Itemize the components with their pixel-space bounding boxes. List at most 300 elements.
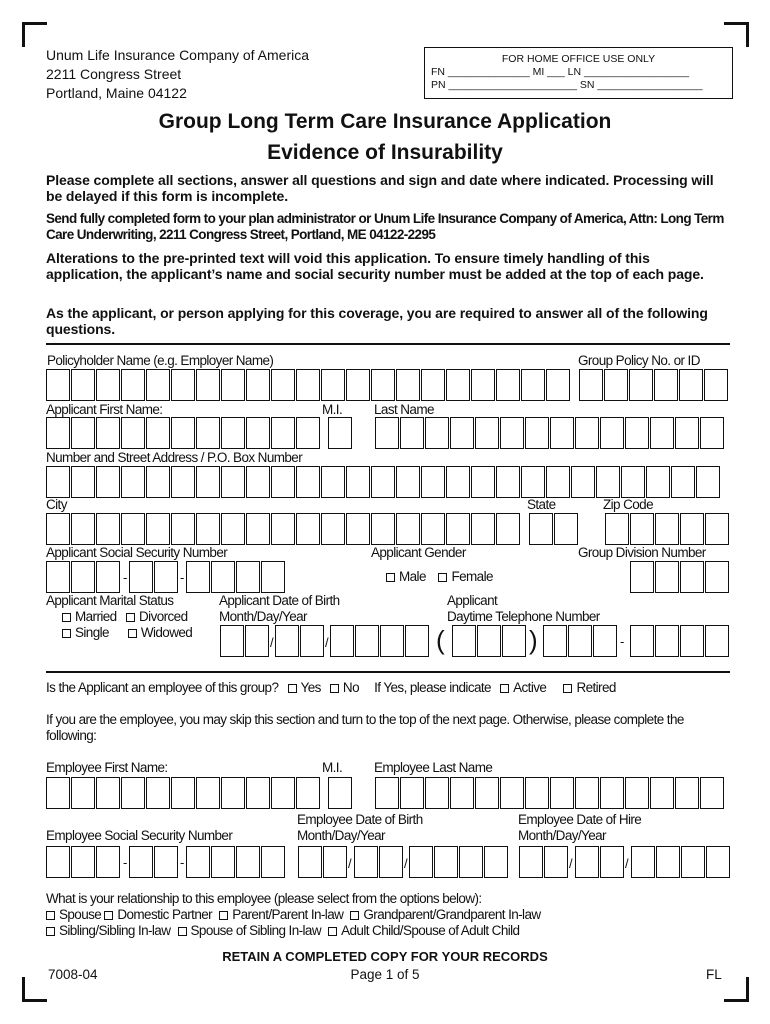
input-cell[interactable]	[171, 777, 195, 809]
group-policy-label: Group Policy No. or ID	[578, 353, 700, 368]
marital-row-1	[62, 609, 187, 624]
single-label: Single	[75, 625, 109, 640]
input-cell[interactable]	[375, 417, 399, 449]
input-cell[interactable]	[600, 417, 624, 449]
dob-day-field[interactable]	[275, 625, 325, 657]
input-cell[interactable]	[496, 513, 520, 545]
input-cell[interactable]	[680, 625, 704, 657]
employee-dob-month-field[interactable]	[298, 846, 348, 878]
input-cell[interactable]	[600, 846, 624, 878]
group-policy-field[interactable]	[579, 369, 729, 401]
corner-mark-top-right	[724, 22, 749, 47]
input-cell[interactable]	[596, 466, 620, 498]
input-cell[interactable]	[271, 466, 295, 498]
employee-hire-year-field[interactable]	[631, 846, 731, 878]
employee-question-label: Is the Applicant an employee of this group?	[46, 680, 279, 695]
corner-mark-top-left	[22, 22, 47, 47]
employee-last-name-field[interactable]	[375, 777, 725, 809]
dob-label: Applicant Date of Birth	[219, 593, 340, 608]
input-cell[interactable]	[96, 561, 120, 593]
input-cell[interactable]	[121, 513, 145, 545]
input-cell[interactable]	[245, 625, 269, 657]
input-cell[interactable]	[328, 777, 352, 809]
input-cell[interactable]	[400, 777, 424, 809]
married-checkbox[interactable]	[62, 613, 71, 622]
input-cell[interactable]	[705, 625, 729, 657]
input-cell[interactable]	[246, 777, 270, 809]
input-cell[interactable]	[630, 625, 654, 657]
input-cell[interactable]	[521, 466, 545, 498]
input-cell[interactable]	[328, 417, 352, 449]
input-cell[interactable]	[471, 466, 495, 498]
section-divider-top	[46, 343, 730, 345]
input-cell[interactable]	[271, 417, 295, 449]
input-cell[interactable]	[296, 417, 320, 449]
employee-dob-day-field[interactable]	[354, 846, 404, 878]
input-cell[interactable]	[146, 466, 170, 498]
input-cell[interactable]	[221, 417, 245, 449]
input-cell[interactable]	[296, 777, 320, 809]
employee-ssn-part3-field[interactable]	[186, 846, 286, 878]
dob-year-field[interactable]	[330, 625, 430, 657]
input-cell[interactable]	[680, 513, 704, 545]
input-cell[interactable]	[355, 625, 379, 657]
input-cell[interactable]	[236, 846, 260, 878]
phone-line-field[interactable]	[630, 625, 730, 657]
office-pn-row: PN ______________________ SN __________________	[431, 79, 703, 91]
input-cell[interactable]	[196, 417, 220, 449]
input-cell[interactable]	[704, 369, 728, 401]
input-cell[interactable]	[631, 846, 655, 878]
input-cell[interactable]	[525, 777, 549, 809]
input-cell[interactable]	[46, 561, 70, 593]
input-cell[interactable]	[396, 466, 420, 498]
input-cell[interactable]	[600, 777, 624, 809]
form-title: Group Long Term Care Insurance Application	[158, 110, 612, 133]
input-cell[interactable]	[575, 777, 599, 809]
input-cell[interactable]	[371, 466, 395, 498]
employee-hire-label: Employee Date of Hire	[518, 812, 642, 827]
input-cell[interactable]	[271, 369, 295, 401]
ssn-part3-field[interactable]	[186, 561, 286, 593]
input-cell[interactable]	[452, 625, 476, 657]
employee-yes-label: Yes	[300, 680, 321, 695]
input-cell[interactable]	[146, 513, 170, 545]
input-cell[interactable]	[575, 417, 599, 449]
spouse-of-sibling-checkbox[interactable]	[178, 927, 187, 936]
employee-ssn-label: Employee Social Security Number	[46, 828, 233, 843]
input-cell[interactable]	[196, 369, 220, 401]
employee-question-row	[46, 680, 616, 695]
input-cell[interactable]	[71, 417, 95, 449]
input-cell[interactable]	[146, 417, 170, 449]
grandparent-checkbox[interactable]	[350, 911, 359, 920]
input-cell[interactable]	[646, 466, 670, 498]
input-cell[interactable]	[400, 417, 424, 449]
input-cell[interactable]	[605, 513, 629, 545]
instruction-complete: Please complete all sections, answer all questions and sign and date where indicated. Processing will be delayed if this form is incomplete.	[46, 172, 714, 204]
input-cell[interactable]	[186, 846, 210, 878]
input-cell[interactable]	[484, 846, 508, 878]
ssn-label: Applicant Social Security Number	[46, 545, 228, 560]
adult-child-label: Adult Child/Spouse of Adult Child	[341, 923, 520, 938]
input-cell[interactable]	[579, 369, 603, 401]
input-cell[interactable]	[171, 513, 195, 545]
phone-prefix-field[interactable]	[543, 625, 618, 657]
input-cell[interactable]	[96, 846, 120, 878]
input-cell[interactable]	[421, 466, 445, 498]
employee-first-name-label: Employee First Name:	[46, 760, 168, 775]
input-cell[interactable]	[321, 369, 345, 401]
input-cell[interactable]	[121, 777, 145, 809]
input-cell[interactable]	[146, 777, 170, 809]
input-cell[interactable]	[650, 417, 674, 449]
input-cell[interactable]	[700, 777, 724, 809]
input-cell[interactable]	[346, 513, 370, 545]
employee-hire-month-field[interactable]	[519, 846, 569, 878]
employee-dob-format-label: Month/Day/Year	[297, 828, 385, 843]
employee-yes-checkbox[interactable]	[288, 684, 297, 693]
input-cell[interactable]	[154, 846, 178, 878]
marital-row-2	[62, 625, 192, 640]
phone-open-paren: (	[436, 625, 445, 655]
input-cell[interactable]	[654, 369, 678, 401]
employee-hire-day-field[interactable]	[575, 846, 625, 878]
input-cell[interactable]	[543, 625, 567, 657]
input-cell[interactable]	[706, 846, 730, 878]
input-cell[interactable]	[275, 625, 299, 657]
adult-child-checkbox[interactable]	[328, 927, 337, 936]
input-cell[interactable]	[96, 513, 120, 545]
divorced-label: Divorced	[139, 609, 188, 624]
retired-checkbox[interactable]	[563, 684, 572, 693]
input-cell[interactable]	[496, 369, 520, 401]
input-cell[interactable]	[121, 466, 145, 498]
input-cell[interactable]	[621, 466, 645, 498]
input-cell[interactable]	[696, 466, 720, 498]
input-cell[interactable]	[471, 369, 495, 401]
input-cell[interactable]	[96, 777, 120, 809]
input-cell[interactable]	[296, 513, 320, 545]
input-cell[interactable]	[221, 513, 245, 545]
single-checkbox[interactable]	[62, 629, 71, 638]
input-cell[interactable]	[371, 513, 395, 545]
input-cell[interactable]	[196, 513, 220, 545]
female-checkbox[interactable]	[438, 573, 447, 582]
employee-ssn-part1-field[interactable]	[46, 846, 121, 878]
input-cell[interactable]	[625, 777, 649, 809]
input-cell[interactable]	[655, 625, 679, 657]
input-cell[interactable]	[220, 625, 244, 657]
input-cell[interactable]	[496, 466, 520, 498]
input-cell[interactable]	[593, 625, 617, 657]
input-cell[interactable]	[375, 777, 399, 809]
input-cell[interactable]	[477, 625, 501, 657]
input-cell[interactable]	[171, 369, 195, 401]
input-cell[interactable]	[271, 513, 295, 545]
input-cell[interactable]	[71, 513, 95, 545]
input-cell[interactable]	[71, 561, 95, 593]
employee-dob-year-field[interactable]	[409, 846, 509, 878]
input-cell[interactable]	[471, 513, 495, 545]
input-cell[interactable]	[550, 777, 574, 809]
marital-label: Applicant Marital Status	[46, 593, 174, 608]
employee-mi-field[interactable]	[328, 777, 353, 809]
input-cell[interactable]	[656, 846, 680, 878]
input-cell[interactable]	[629, 369, 653, 401]
input-cell[interactable]	[221, 777, 245, 809]
input-cell[interactable]	[421, 369, 445, 401]
input-cell[interactable]	[680, 561, 704, 593]
input-cell[interactable]	[500, 417, 524, 449]
active-checkbox[interactable]	[500, 684, 509, 693]
zip-field[interactable]	[605, 513, 730, 545]
input-cell[interactable]	[321, 513, 345, 545]
input-cell[interactable]	[46, 369, 70, 401]
input-cell[interactable]	[446, 369, 470, 401]
group-division-field[interactable]	[630, 561, 730, 593]
input-cell[interactable]	[71, 466, 95, 498]
input-cell[interactable]	[300, 625, 324, 657]
widowed-label: Widowed	[140, 625, 193, 640]
input-cell[interactable]	[671, 466, 695, 498]
input-cell[interactable]	[681, 846, 705, 878]
relationship-label: What is your relationship to this employee (please select from the options below):	[46, 891, 482, 906]
section-divider-middle	[46, 671, 730, 673]
input-cell[interactable]	[246, 369, 270, 401]
office-ln-label: LN	[567, 66, 582, 78]
first-name-field[interactable]	[46, 417, 321, 449]
input-cell[interactable]	[529, 513, 553, 545]
grandparent-label: Grandparent/Grandparent In-law	[363, 907, 541, 922]
input-cell[interactable]	[46, 777, 70, 809]
input-cell[interactable]	[211, 561, 235, 593]
input-cell[interactable]	[450, 417, 474, 449]
input-cell[interactable]	[236, 561, 260, 593]
input-cell[interactable]	[261, 561, 285, 593]
instruction-send: Send fully completed form to your plan administrator or Unum Life Insurance Company of America, Attn: Long Term Care Underwriting, 2211 Congress Street, Portland, ME 04122-2295	[46, 211, 724, 242]
input-cell[interactable]	[705, 561, 729, 593]
input-cell[interactable]	[246, 466, 270, 498]
input-cell[interactable]	[705, 513, 729, 545]
input-cell[interactable]	[425, 777, 449, 809]
input-cell[interactable]	[271, 777, 295, 809]
input-cell[interactable]	[46, 513, 70, 545]
input-cell[interactable]	[354, 846, 378, 878]
input-cell[interactable]	[379, 846, 403, 878]
input-cell[interactable]	[330, 625, 354, 657]
input-cell[interactable]	[604, 369, 628, 401]
state-label: State	[527, 497, 556, 512]
input-cell[interactable]	[96, 466, 120, 498]
input-cell[interactable]	[546, 466, 570, 498]
employee-ssn-part2-field[interactable]	[129, 846, 179, 878]
instruction-required: As the applicant, or person applying for this coverage, you are required to answer all of the following questions.	[46, 305, 708, 337]
office-use-heading: FOR HOME OFFICE USE ONLY	[501, 53, 656, 65]
male-checkbox[interactable]	[386, 573, 395, 582]
input-cell[interactable]	[246, 417, 270, 449]
input-cell[interactable]	[544, 846, 568, 878]
input-cell[interactable]	[296, 369, 320, 401]
office-fn-label: FN	[431, 66, 445, 78]
male-label: Male	[399, 569, 426, 584]
input-cell[interactable]	[196, 466, 220, 498]
employee-ssn-dash-1: -	[123, 855, 128, 870]
input-cell[interactable]	[630, 561, 654, 593]
input-cell[interactable]	[211, 846, 235, 878]
input-cell[interactable]	[186, 561, 210, 593]
input-cell[interactable]	[71, 777, 95, 809]
employee-dob-slash-2: /	[404, 856, 408, 871]
input-cell[interactable]	[630, 513, 654, 545]
input-cell[interactable]	[502, 625, 526, 657]
first-name-label: Applicant First Name:	[46, 402, 163, 417]
sibling-label: Sibling/Sibling In-law	[59, 923, 171, 938]
employee-mi-label: M.I.	[322, 760, 343, 775]
input-cell[interactable]	[46, 846, 70, 878]
divorced-checkbox[interactable]	[126, 613, 135, 622]
input-cell[interactable]	[71, 846, 95, 878]
company-street: 2211 Congress Street	[46, 66, 182, 82]
input-cell[interactable]	[675, 417, 699, 449]
input-cell[interactable]	[71, 369, 95, 401]
input-cell[interactable]	[571, 466, 595, 498]
input-cell[interactable]	[221, 466, 245, 498]
input-cell[interactable]	[405, 625, 429, 657]
input-cell[interactable]	[296, 466, 320, 498]
state-field[interactable]	[529, 513, 579, 545]
dob-month-field[interactable]	[220, 625, 270, 657]
input-cell[interactable]	[700, 417, 724, 449]
city-field[interactable]	[46, 513, 521, 545]
input-cell[interactable]	[196, 777, 220, 809]
ssn-dash-2: -	[180, 570, 185, 585]
input-cell[interactable]	[371, 369, 395, 401]
input-cell[interactable]	[525, 417, 549, 449]
input-cell[interactable]	[546, 369, 570, 401]
input-cell[interactable]	[550, 417, 574, 449]
address-field[interactable]	[46, 466, 721, 498]
phone-close-paren: )	[529, 625, 538, 655]
input-cell[interactable]	[46, 466, 70, 498]
domestic-partner-checkbox[interactable]	[104, 911, 113, 920]
input-cell[interactable]	[575, 846, 599, 878]
policyholder-name-field[interactable]	[46, 369, 571, 401]
input-cell[interactable]	[321, 466, 345, 498]
input-cell[interactable]	[655, 513, 679, 545]
input-cell[interactable]	[450, 777, 474, 809]
employee-dob-slash-1: /	[348, 856, 352, 871]
relationship-row-2	[46, 923, 519, 938]
employee-no-checkbox[interactable]	[330, 684, 339, 693]
input-cell[interactable]	[346, 369, 370, 401]
domestic-partner-label: Domestic Partner	[117, 907, 213, 922]
input-cell[interactable]	[46, 417, 70, 449]
gender-options	[386, 569, 493, 584]
married-label: Married	[75, 609, 117, 624]
input-cell[interactable]	[396, 369, 420, 401]
spouse-checkbox[interactable]	[46, 911, 55, 920]
office-fn-row: FN ______________ MI ___ LN __________________	[431, 66, 690, 78]
input-cell[interactable]	[298, 846, 322, 878]
input-cell[interactable]	[434, 846, 458, 878]
input-cell[interactable]	[396, 513, 420, 545]
input-cell[interactable]	[519, 846, 543, 878]
input-cell[interactable]	[346, 466, 370, 498]
address-label: Number and Street Address / P.O. Box Number	[46, 450, 303, 465]
input-cell[interactable]	[521, 369, 545, 401]
sibling-checkbox[interactable]	[46, 927, 55, 936]
input-cell[interactable]	[96, 417, 120, 449]
mi-field[interactable]	[328, 417, 353, 449]
input-cell[interactable]	[121, 417, 145, 449]
input-cell[interactable]	[500, 777, 524, 809]
input-cell[interactable]	[221, 369, 245, 401]
employee-no-label: No	[342, 680, 359, 695]
input-cell[interactable]	[568, 625, 592, 657]
city-label: City	[46, 497, 67, 512]
input-cell[interactable]	[679, 369, 703, 401]
input-cell[interactable]	[129, 561, 153, 593]
dob-slash-2: /	[325, 635, 329, 650]
input-cell[interactable]	[421, 513, 445, 545]
input-cell[interactable]	[459, 846, 483, 878]
input-cell[interactable]	[409, 846, 433, 878]
company-address	[46, 46, 309, 103]
parent-checkbox[interactable]	[219, 911, 228, 920]
zip-label: Zip Code	[603, 497, 653, 512]
last-name-field[interactable]	[375, 417, 725, 449]
widowed-checkbox[interactable]	[128, 629, 137, 638]
phone-label-line2: Daytime Telephone Number	[447, 609, 600, 624]
instruction-alterations: Alterations to the pre-printed text will void this application. To ensure timely handling of this application, the applicant’s name and social security number must be added at the top of each page.	[46, 250, 704, 282]
state-code: FL	[706, 967, 722, 982]
ssn-part2-field[interactable]	[129, 561, 179, 593]
input-cell[interactable]	[475, 777, 499, 809]
input-cell[interactable]	[323, 846, 347, 878]
phone-area-field[interactable]	[452, 625, 527, 657]
input-cell[interactable]	[675, 777, 699, 809]
ssn-dash-1: -	[123, 570, 128, 585]
employee-first-name-field[interactable]	[46, 777, 321, 809]
input-cell[interactable]	[446, 513, 470, 545]
employee-last-name-label: Employee Last Name	[374, 760, 493, 775]
input-cell[interactable]	[171, 417, 195, 449]
input-cell[interactable]	[154, 561, 178, 593]
input-cell[interactable]	[475, 417, 499, 449]
input-cell[interactable]	[96, 369, 120, 401]
input-cell[interactable]	[146, 369, 170, 401]
input-cell[interactable]	[129, 846, 153, 878]
skip-note: If you are the employee, you may skip this section and turn to the top of the next page. Otherwise, please complete the following:	[46, 712, 684, 743]
retain-copy-notice: RETAIN A COMPLETED COPY FOR YOUR RECORDS	[222, 949, 548, 964]
ssn-part1-field[interactable]	[46, 561, 121, 593]
input-cell[interactable]	[425, 417, 449, 449]
last-name-label: Last Name	[374, 402, 434, 417]
input-cell[interactable]	[261, 846, 285, 878]
input-cell[interactable]	[655, 561, 679, 593]
input-cell[interactable]	[650, 777, 674, 809]
input-cell[interactable]	[380, 625, 404, 657]
input-cell[interactable]	[625, 417, 649, 449]
input-cell[interactable]	[446, 466, 470, 498]
form-number: 7008-04	[48, 967, 98, 982]
input-cell[interactable]	[554, 513, 578, 545]
input-cell[interactable]	[246, 513, 270, 545]
input-cell[interactable]	[171, 466, 195, 498]
input-cell[interactable]	[121, 369, 145, 401]
if-yes-label: If Yes, please indicate	[374, 680, 491, 695]
